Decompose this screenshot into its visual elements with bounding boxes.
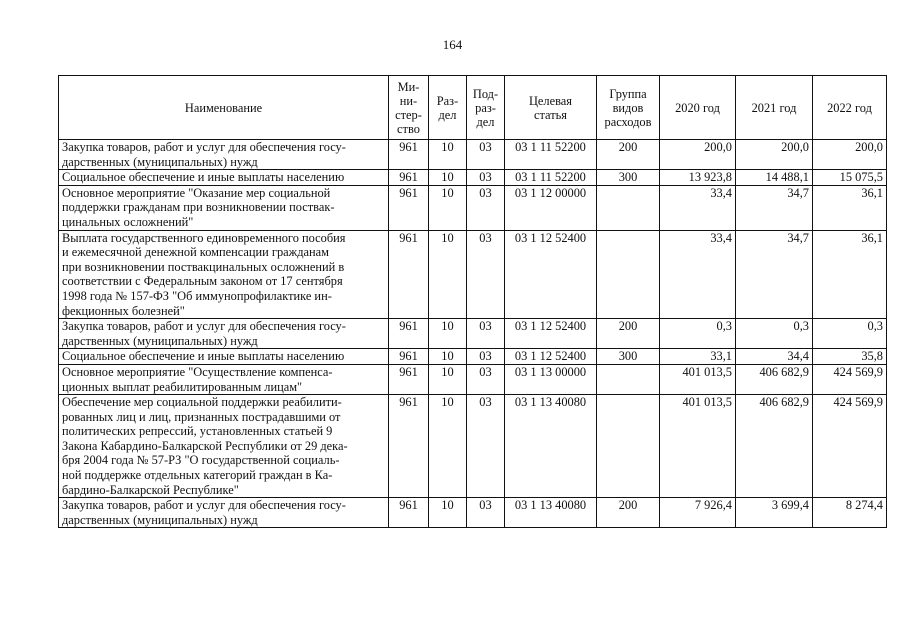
table-row (59, 230, 887, 319)
row-2021: 0,3 (736, 319, 813, 349)
row-group: 300 (597, 349, 660, 365)
row-subsection: 03 (467, 170, 505, 186)
row-2021: 406 682,9 (736, 364, 813, 394)
header-subsection: Под- раз- дел (467, 76, 505, 140)
row-name: Выплата государственного единовременного пособия и ежемесячной денежной компенсации гражданам при возникновении поствакцинальных осложнений в соответствии с Федеральным законом от 17 сентября 1998 года № 157-ФЗ "Об иммунопрофилактике ин- фекционных болезней" (59, 230, 389, 319)
row-ministry: 961 (389, 364, 429, 394)
row-section: 10 (429, 170, 467, 186)
row-section: 10 (429, 364, 467, 394)
header-2022: 2022 год (813, 76, 887, 140)
row-2022: 36,1 (813, 185, 887, 230)
row-name: Основное мероприятие "Оказание мер социальной поддержки гражданам при возникновении поствак- цинальных осложнений" (59, 185, 389, 230)
row-section: 10 (429, 349, 467, 365)
row-ministry: 961 (389, 319, 429, 349)
row-name: Основное мероприятие "Осуществление компенса- ционных выплат реабилитированным лицам" (59, 364, 389, 394)
row-ministry: 961 (389, 140, 429, 170)
row-2021: 34,7 (736, 185, 813, 230)
row-2020: 7 926,4 (660, 498, 736, 528)
row-ministry: 961 (389, 170, 429, 186)
row-2020: 401 013,5 (660, 395, 736, 498)
row-name: Социальное обеспечение и иные выплаты населению (59, 349, 389, 365)
row-2022: 8 274,4 (813, 498, 887, 528)
row-subsection: 03 (467, 364, 505, 394)
row-group: 200 (597, 498, 660, 528)
row-subsection: 03 (467, 395, 505, 498)
row-group (597, 395, 660, 498)
row-2020: 401 013,5 (660, 364, 736, 394)
row-target: 03 1 13 40080 (505, 498, 597, 528)
budget-table (58, 75, 887, 528)
table-row (59, 185, 887, 230)
table-row (59, 349, 887, 365)
row-name: Закупка товаров, работ и услуг для обеспечения госу- дарственных (муниципальных) нужд (59, 319, 389, 349)
table-row (59, 319, 887, 349)
row-ministry: 961 (389, 230, 429, 319)
row-name: Закупка товаров, работ и услуг для обеспечения госу- дарственных (муниципальных) нужд (59, 498, 389, 528)
row-target: 03 1 11 52200 (505, 170, 597, 186)
row-2020: 33,4 (660, 230, 736, 319)
row-group (597, 185, 660, 230)
row-section: 10 (429, 140, 467, 170)
table-row (59, 498, 887, 528)
row-section: 10 (429, 230, 467, 319)
header-2021: 2021 год (736, 76, 813, 140)
header-section: Раз- дел (429, 76, 467, 140)
header-ministry: Ми- ни- стер- ство (389, 76, 429, 140)
header-group: Группа видов расходов (597, 76, 660, 140)
row-target: 03 1 12 52400 (505, 319, 597, 349)
row-name: Закупка товаров, работ и услуг для обеспечения госу- дарственных (муниципальных) нужд (59, 140, 389, 170)
row-name: Социальное обеспечение и иные выплаты населению (59, 170, 389, 186)
row-target: 03 1 13 00000 (505, 364, 597, 394)
row-subsection: 03 (467, 349, 505, 365)
row-group (597, 230, 660, 319)
row-section: 10 (429, 498, 467, 528)
row-2022: 36,1 (813, 230, 887, 319)
row-target: 03 1 12 52400 (505, 349, 597, 365)
row-2022: 15 075,5 (813, 170, 887, 186)
row-2020: 33,1 (660, 349, 736, 365)
row-target: 03 1 13 40080 (505, 395, 597, 498)
row-2021: 3 699,4 (736, 498, 813, 528)
row-subsection: 03 (467, 498, 505, 528)
page-number: 164 (442, 37, 463, 52)
row-2021: 34,7 (736, 230, 813, 319)
row-subsection: 03 (467, 319, 505, 349)
row-2021: 200,0 (736, 140, 813, 170)
row-2022: 424 569,9 (813, 364, 887, 394)
row-ministry: 961 (389, 498, 429, 528)
row-ministry: 961 (389, 395, 429, 498)
row-2022: 200,0 (813, 140, 887, 170)
row-2021: 34,4 (736, 349, 813, 365)
row-target: 03 1 11 52200 (505, 140, 597, 170)
row-section: 10 (429, 185, 467, 230)
header-name: Наименование (59, 76, 389, 140)
table-row (59, 170, 887, 186)
table-row (59, 395, 887, 498)
row-2022: 424 569,9 (813, 395, 887, 498)
row-2020: 13 923,8 (660, 170, 736, 186)
row-group: 200 (597, 319, 660, 349)
row-subsection: 03 (467, 140, 505, 170)
header-2020: 2020 год (660, 76, 736, 140)
table-row (59, 364, 887, 394)
header-target: Целевая статья (505, 76, 597, 140)
row-2022: 35,8 (813, 349, 887, 365)
row-group: 300 (597, 170, 660, 186)
row-ministry: 961 (389, 185, 429, 230)
row-target: 03 1 12 52400 (505, 230, 597, 319)
row-subsection: 03 (467, 185, 505, 230)
row-subsection: 03 (467, 230, 505, 319)
row-2022: 0,3 (813, 319, 887, 349)
row-2020: 200,0 (660, 140, 736, 170)
table-header-row (59, 76, 887, 140)
row-section: 10 (429, 319, 467, 349)
row-section: 10 (429, 395, 467, 498)
row-group (597, 364, 660, 394)
row-2020: 33,4 (660, 185, 736, 230)
row-2020: 0,3 (660, 319, 736, 349)
row-2021: 406 682,9 (736, 395, 813, 498)
table-row (59, 140, 887, 170)
row-2021: 14 488,1 (736, 170, 813, 186)
row-target: 03 1 12 00000 (505, 185, 597, 230)
row-name: Обеспечение мер социальной поддержки реабилити- рованных лиц и лиц, признанных пострадавшими от политических репрессий, установленных статьей 9 Закона Кабардино-Балкарской Республики от 29 дека- бря 2004 года № 57-РЗ "О государственной социаль- ной поддержке отдельных категорий граждан в Ка- бардино-Балкарской Республике" (59, 395, 389, 498)
row-group: 200 (597, 140, 660, 170)
row-ministry: 961 (389, 349, 429, 365)
